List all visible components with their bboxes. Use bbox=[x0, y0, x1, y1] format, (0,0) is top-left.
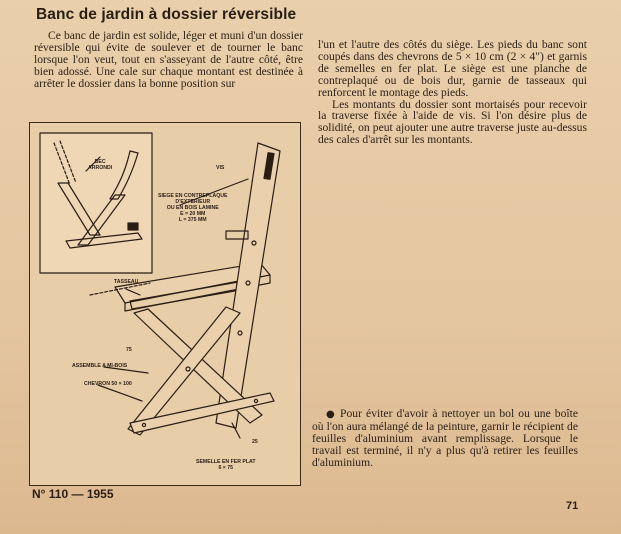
article-right-column bbox=[318, 39, 587, 146]
right-paragraph-1: l'un et l'autre des côtés du siège. Les pieds du banc sont coupés dans des chevrons de 5 × 10 cm (2 × 4") et garnis de semelles en fer plat. Le siège est une planche de contreplaqué ou de bois dur, garnie de tasseaux qui renforcent le montage des pieds. bbox=[318, 38, 587, 99]
label-assemble: ASSEMBLE A MI-BOIS bbox=[72, 363, 128, 369]
label-siege-block bbox=[158, 193, 227, 223]
label-75: 75 bbox=[126, 347, 132, 353]
chevron-pointer bbox=[98, 385, 142, 401]
right-paragraph-2: Les montants du dossier sont mortaisés pour recevoir la traverse fixée à l'aide de vis. Si l'on désire plus de solidité, on peut ajouter une autre traverse juste au-dessus des cales d'arrêt sur les montants. bbox=[318, 97, 587, 147]
label-tasseau: TASSEAU bbox=[114, 279, 139, 285]
label-arrondi: ARRONDI bbox=[88, 165, 113, 171]
inset-detail-box bbox=[40, 133, 152, 273]
page-number: 71 bbox=[566, 500, 579, 512]
label-siege-4: E = 20 MM bbox=[180, 211, 206, 217]
label-semelle-2: 6 × 75 bbox=[218, 465, 234, 471]
tip-box bbox=[312, 408, 578, 469]
bench-diagram bbox=[29, 122, 301, 486]
tip-paragraph bbox=[312, 408, 578, 469]
label-siege-2: D'EXTERIEUR bbox=[175, 199, 211, 205]
label-bec-block bbox=[88, 159, 112, 171]
label-siege-3: OU EN BOIS LAMINE bbox=[166, 205, 219, 211]
issue-number: N° 110 — 1955 bbox=[32, 487, 114, 501]
label-semelle-block bbox=[196, 459, 256, 471]
label-vis: VIS bbox=[216, 165, 225, 171]
label-chevron: CHEVRON 50 × 100 bbox=[84, 381, 132, 387]
bench-drawing bbox=[30, 123, 300, 485]
tip-text: Pour éviter d'avoir à nettoyer un bol ou une boîte où l'on aura mélangé de la peinture, garnir le récipient de feuilles d'aluminium avant remplissage. Lorsque le travail est terminé, il n'y a plus qu'à retirer les feuilles d'aluminium. bbox=[312, 407, 578, 469]
article-left-column bbox=[34, 30, 303, 90]
label-bec: BEC bbox=[94, 159, 106, 165]
article-title: Banc de jardin à dossier réversible bbox=[36, 6, 297, 23]
label-siege-1: SIEGE EN CONTREPLAQUE bbox=[158, 193, 228, 199]
tip-bullet-icon: ● bbox=[326, 409, 336, 420]
label-siege-5: L = 375 MM bbox=[178, 217, 207, 223]
label-semelle-1: SEMELLE EN FER PLAT bbox=[196, 459, 256, 465]
left-paragraph: Ce banc de jardin est solide, léger et muni d'un dossier réversible qui évite de soulever et de tourner le banc lorsque l'on veut, tout en s'asseyant de l'autre côté, être bien adossé. Une cale sur chaque montant est destinée à arrêter le dossier dans la bonne position sur bbox=[34, 29, 303, 90]
label-25: 25 bbox=[252, 439, 258, 445]
inset-block bbox=[128, 223, 138, 230]
